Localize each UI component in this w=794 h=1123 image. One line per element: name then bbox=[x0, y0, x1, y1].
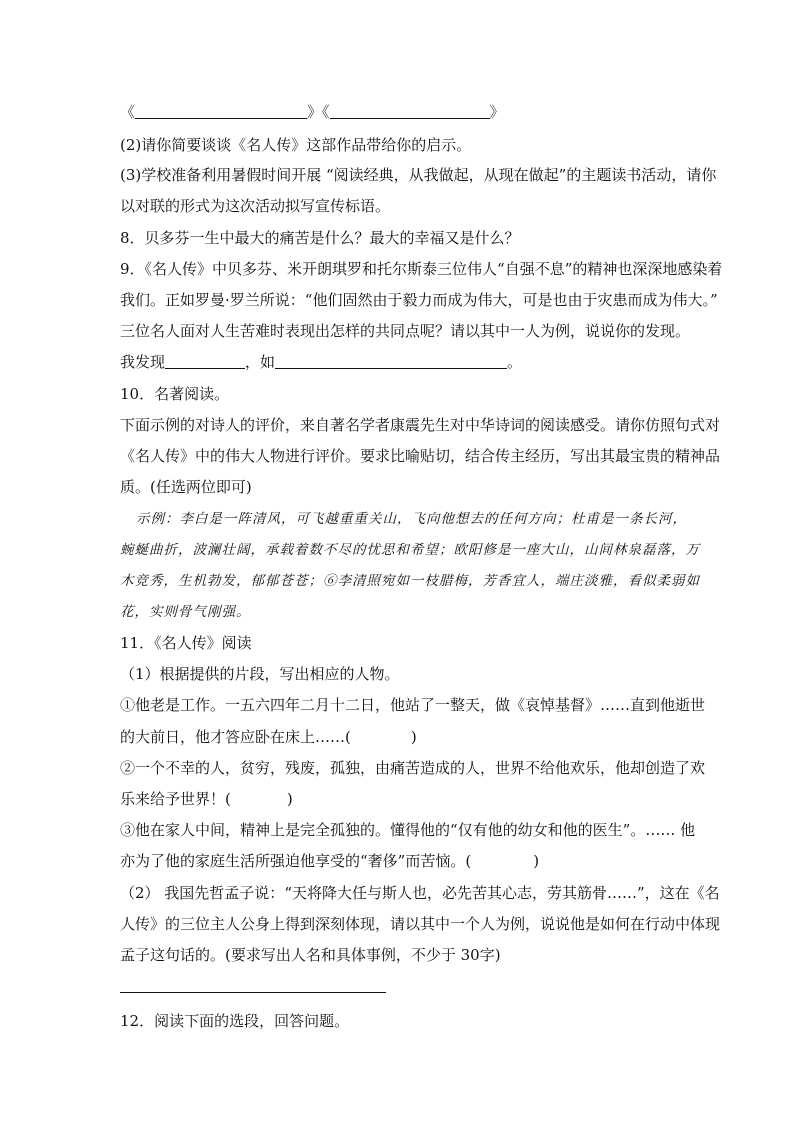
q11-c-line2 bbox=[120, 851, 539, 871]
q7-sub2: (2)请你简要谈谈《名人传》这部作品带给你的启示。 bbox=[120, 136, 472, 154]
q10-title: 10．名著阅读。 bbox=[120, 385, 230, 403]
q11-part2-line2: 人传》的三位主人公身上得到深刻体现，请以其中一个人为例，说说他是如何在行动中体现 bbox=[120, 915, 721, 933]
q11-b-text: 乐来给予世界！( bbox=[120, 790, 231, 808]
q9-line4 bbox=[120, 352, 522, 372]
q12-text: 12．阅读下面的选段，回答问题。 bbox=[120, 1012, 350, 1030]
q10-line3: 质。(任选两位即可) bbox=[120, 478, 252, 496]
bracket-open-1: 《 bbox=[120, 103, 136, 121]
q11-b-line1: ②一个不幸的人，贫穷，残废，孤独，由痛苦造成的人，世界不给他欢乐，他却创造了欢 bbox=[120, 759, 706, 777]
q9-period: 。 bbox=[507, 353, 523, 371]
q11-c-text: 亦为了他的家庭生活所强迫他享受的“奢侈”而苦恼。( bbox=[120, 852, 472, 870]
bracket-close-1: 》 bbox=[307, 103, 323, 121]
q7-sub3-line1: (3)学校准备利用暑假时间开展 “阅读经典，从我做起，从现在做起”的主题读书活动，请你 bbox=[120, 166, 717, 184]
answer-line[interactable] bbox=[120, 992, 386, 993]
q7-title-blanks bbox=[120, 102, 505, 122]
q11-part2-line3: 孟子这句话的。(要求写出人名和具体事例，不少于 30字) bbox=[120, 946, 501, 964]
q8-text: 8．贝多芬一生中最大的痛苦是什么？最大的幸福又是什么？ bbox=[120, 229, 520, 247]
q11-part2-line1: （2） 我国先哲孟子说：“天将降大任与斯人也，必先苦其心志，劳其筋骨……”，这在《名 bbox=[120, 884, 720, 902]
q9-discover-label: 我发现 bbox=[120, 353, 166, 371]
q9-line2: 我们。正如罗曼·罗兰所说：“他们固然由于毅力而成为伟大，可是也由于灾患而成为伟大。” bbox=[120, 291, 718, 309]
bracket-close-2: 》 bbox=[489, 103, 505, 121]
title-blank-1[interactable] bbox=[135, 104, 307, 119]
q9-line3: 三位名人面对人生苦难时表现出怎样的共同点呢？请以其中一人为例，说说你的发现。 bbox=[120, 322, 691, 340]
q11-c-close: ) bbox=[533, 852, 540, 870]
title-blank-2[interactable] bbox=[330, 104, 490, 119]
q11-b-line2 bbox=[120, 789, 293, 809]
q11-a-line2 bbox=[120, 727, 417, 747]
bracket-open-2: 《 bbox=[322, 103, 330, 121]
q11-c-line1: ③他在家人中间，精神上是完全孤独的。懂得他的“仅有他的幼女和他的医生”。…… 他 bbox=[120, 821, 696, 839]
q10-example-line2: 蜿蜒曲折，波澜壮阔，承载着数不尽的忧思和希望；欧阳修是一座大山，山间林泉磊落，万 bbox=[120, 542, 700, 558]
q9-line1: 9．《名人传》中贝多芬、米开朗琪罗和托尔斯泰三位伟人“自强不息”的精神也深深地感染着 bbox=[120, 260, 723, 278]
q7-sub3-line2: 以对联的形式为这次活动拟写宣传标语。 bbox=[120, 197, 391, 215]
q9-example-label: ，如 bbox=[245, 353, 276, 371]
q11-b-close: ) bbox=[286, 790, 293, 808]
example-blank[interactable] bbox=[275, 354, 507, 369]
q11-a-line1: ①他老是工作。一五六四年二月十二日，他站了一整天，做《哀悼基督》……直到他逝世 bbox=[120, 696, 706, 714]
q11-a-close: ) bbox=[410, 728, 417, 746]
q10-example-line1: 示例：李白是一阵清风，可飞越重重关山，飞向他想去的任何方向；杜甫是一条长河， bbox=[136, 511, 687, 527]
q10-line1: 下面示例的对诗人的评价，来自著名学者康震先生对中华诗词的阅读感受。请你仿照句式对 bbox=[120, 416, 721, 434]
q11-part1: （1）根据提供的片段，写出相应的人物。 bbox=[120, 665, 400, 683]
q10-example-line4: 花，实则骨气刚强。 bbox=[120, 604, 251, 620]
q11-title: 11．《名人传》阅读 bbox=[120, 634, 252, 652]
q10-line2: 《名人传》中的伟大人物进行评价。要求比喻贴切，结合传主经历，写出其最宝贵的精神品 bbox=[120, 447, 721, 465]
q10-example-line3: 木竞秀，生机勃发，郁郁苍苍；⑥李清照宛如一枝腊梅，芳香宜人，端庄淡雅，看似柔弱如 bbox=[120, 573, 700, 589]
discover-blank[interactable] bbox=[165, 354, 245, 369]
q11-a-text: 的大前日，他才答应卧在床上……( bbox=[120, 728, 351, 746]
